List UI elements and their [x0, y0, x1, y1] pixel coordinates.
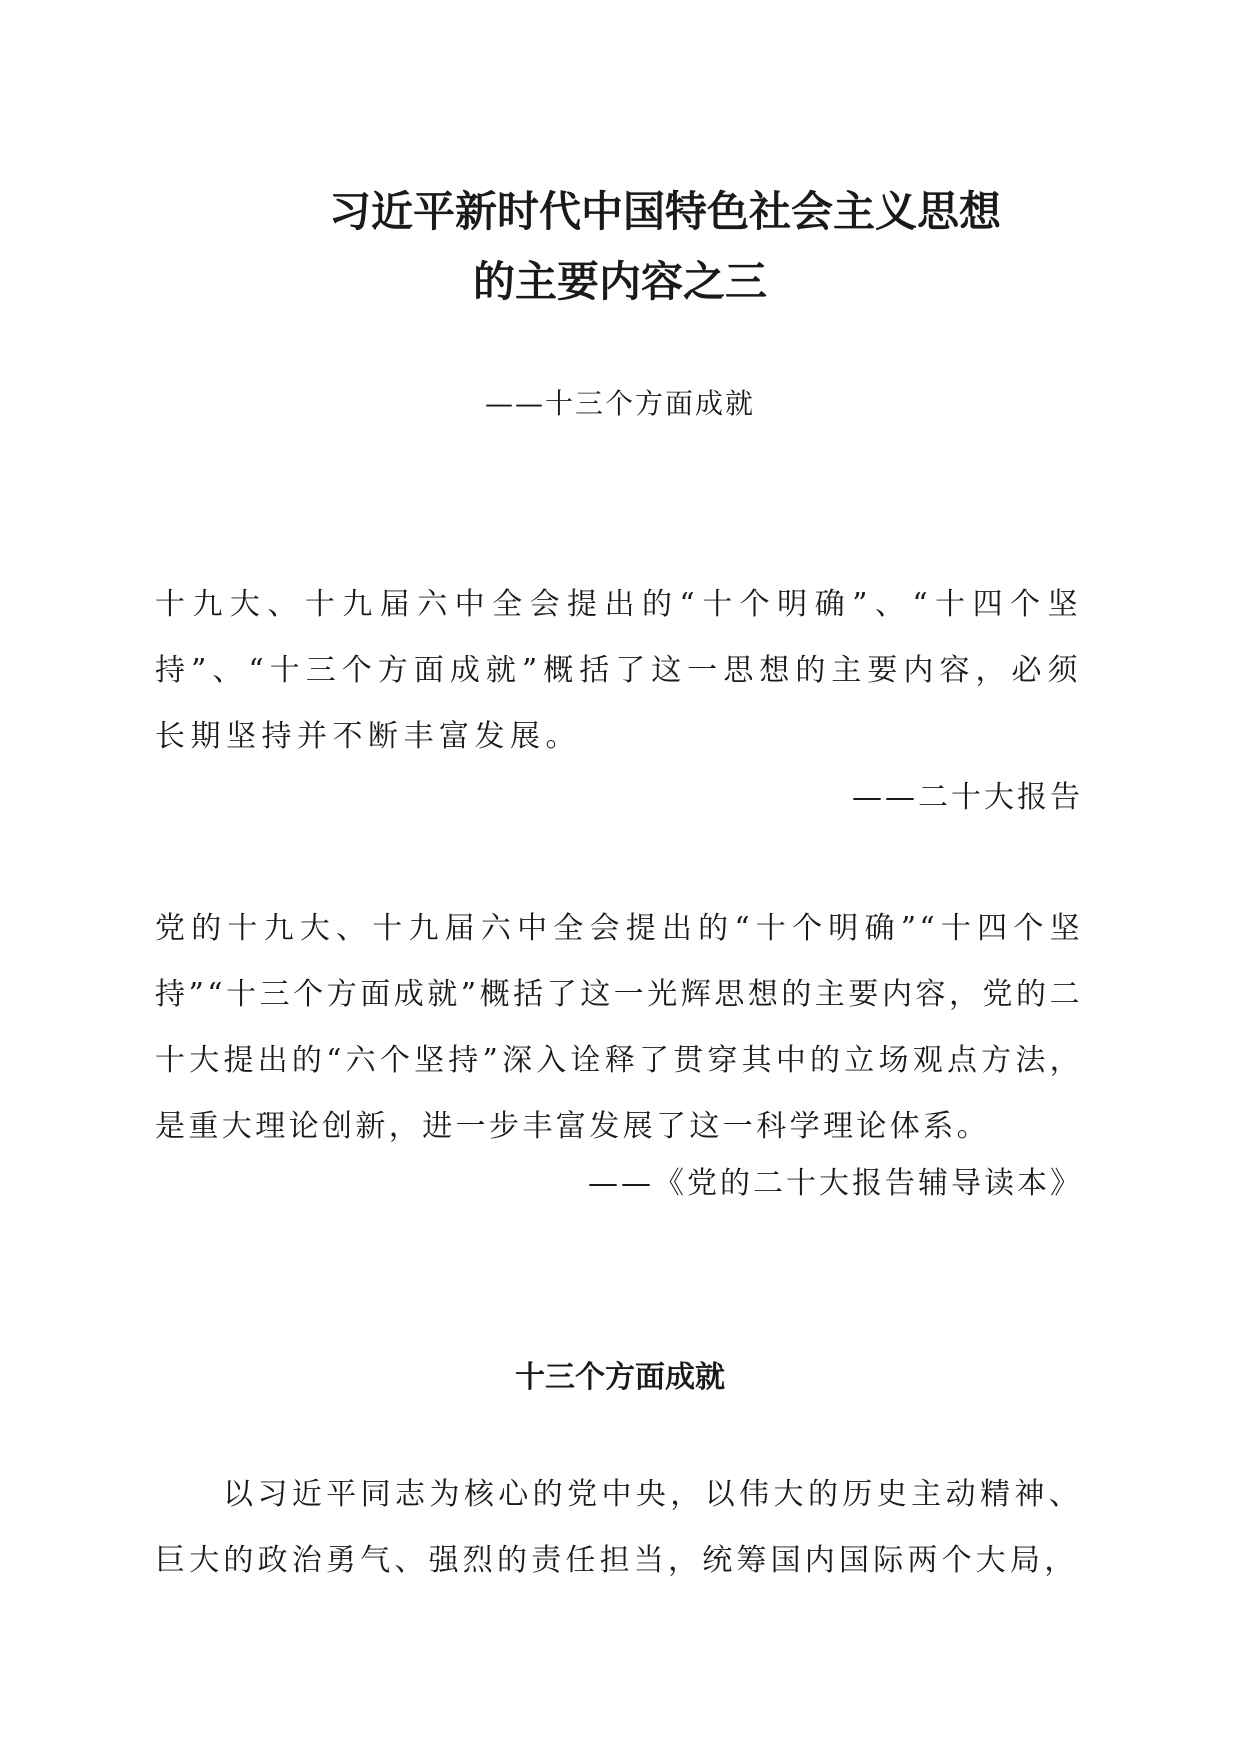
- section-heading: 十三个方面成就: [515, 1360, 725, 1395]
- document-title-line-2: 的主要内容之三: [472, 257, 767, 306]
- document-subtitle: ——十三个方面成就: [484, 387, 755, 420]
- quote-paragraph-1: 十九大、十九届六中全会提出的“十个明确”、“十四个坚持”、“十三个方面成就”概括了这一思想的主要内容，必须长期坚持并不断丰富发展。: [155, 587, 1083, 754]
- quote-paragraph-2: 党的十九大、十九届六中全会提出的“十个明确”“十四个坚持”“十三个方面成就”概括了这一光辉思想的主要内容，党的二十大提出的“六个坚持”深入诠释了贯穿其中的立场观点方法，是重大理论创新，进一步丰富发展了这一科学理论体系。: [155, 911, 1083, 1144]
- body-paragraph: 以习近平同志为核心的党中央，以伟大的历史主动精神、巨大的政治勇气、强烈的责任担当，统筹国内国际两个大局，: [155, 1477, 1083, 1578]
- document-title-line-1: 习近平新时代中国特色社会主义思想: [328, 187, 1001, 236]
- quote-source-2: ——《党的二十大报告辅导读本》: [588, 1166, 1083, 1201]
- quote-source-1: ——二十大报告: [852, 780, 1083, 815]
